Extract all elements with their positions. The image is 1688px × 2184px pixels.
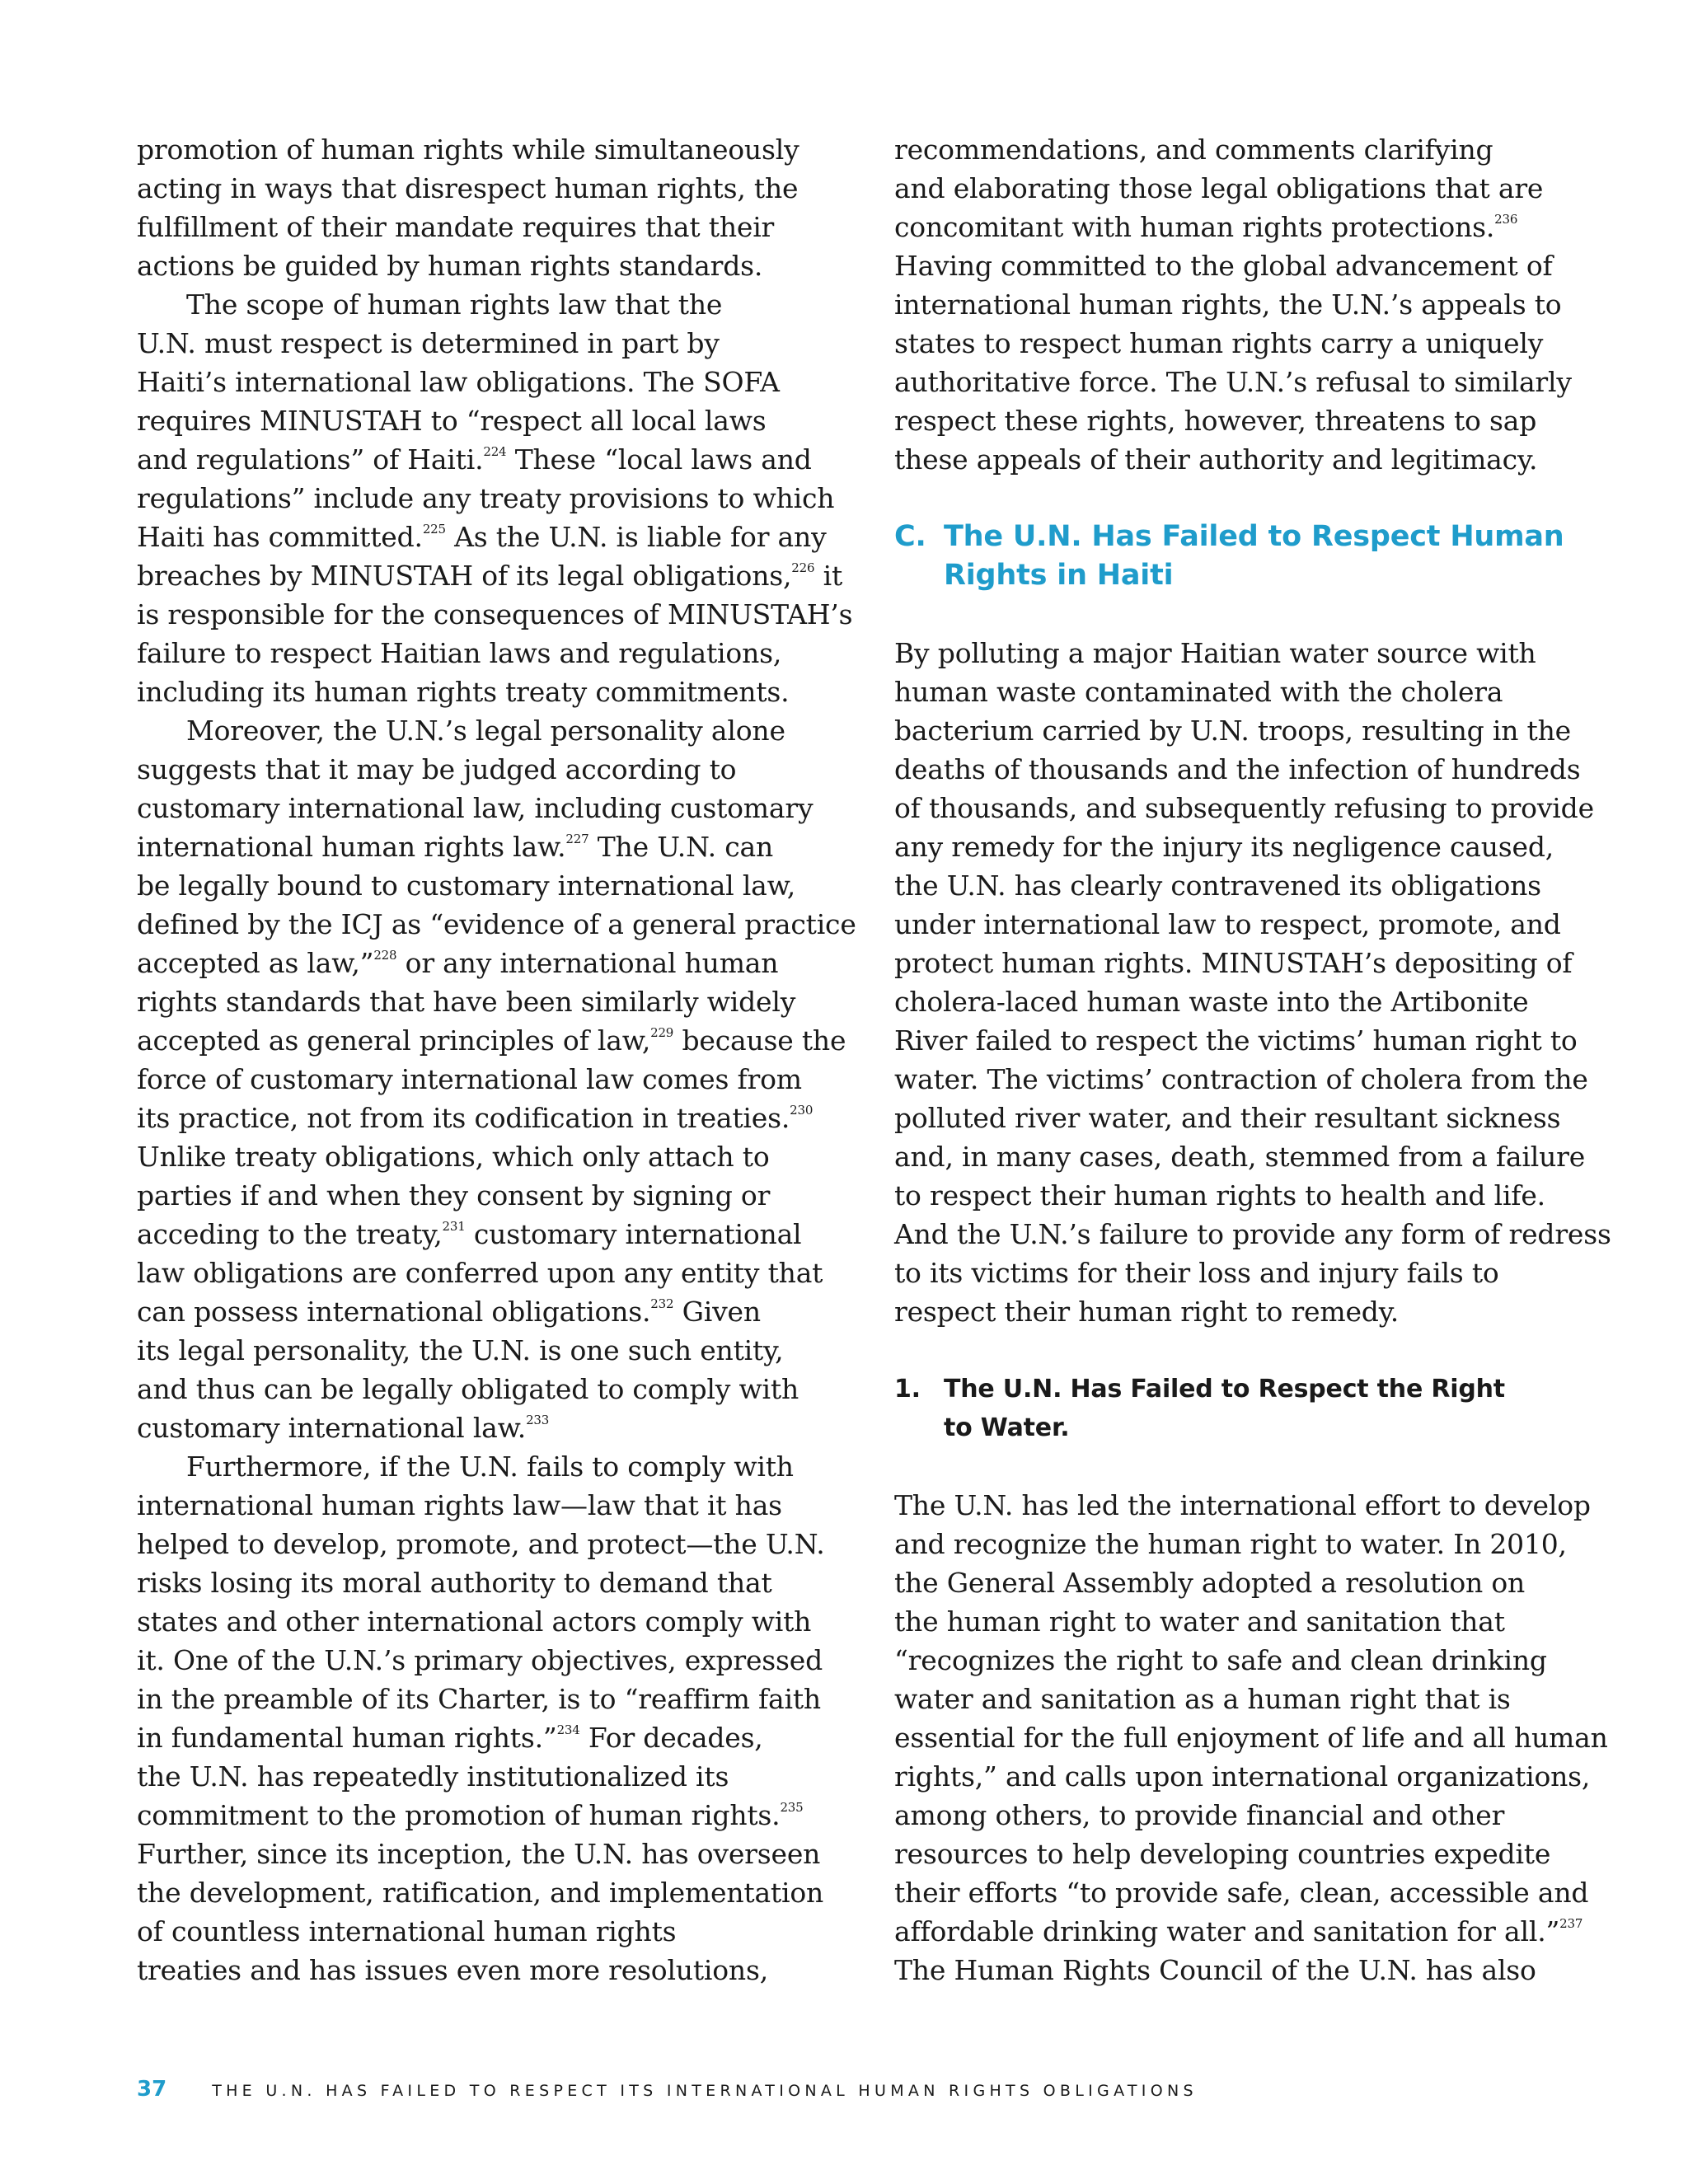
footnote-marker: 232 [650,1296,674,1311]
section-title-line-2: Rights in Haiti [944,559,1174,592]
text-line: acceding to the treaty,$^{231}$ customary international [137,1218,802,1250]
text-line: Haiti’s international law obligations. The SOFA [137,366,780,398]
footnote-marker: 229 [650,1025,674,1040]
text-line: the U.N. has repeatedly institutionalized its [137,1760,729,1793]
subsection-heading-1 [894,1370,1566,1447]
running-title: THE U.N. HAS FAILED TO RESPECT ITS INTERNATIONAL HUMAN RIGHTS OBLIGATIONS [212,2082,1198,2100]
text-line: essential for the full enjoyment of life and all human [894,1722,1608,1754]
text-line: water. The victims’ contraction of cholera from the [894,1063,1588,1095]
text-line: Moreover, the U.N.’s legal personality alone [186,715,785,747]
text-line: and elaborating those legal obligations that are [894,172,1544,204]
footnote-marker: 230 [790,1103,814,1118]
text-line: U.N. must respect is determined in part by [137,327,720,359]
right-column [894,130,1611,1990]
footnote-marker: 231 [442,1219,466,1234]
footnote-marker: 233 [526,1413,550,1427]
text-line: breaches by MINUSTAH of its legal obligations,$^{226}$ it [137,560,843,592]
text-line: can possess international obligations.$^{232}$ Given [137,1296,761,1328]
page-footer [137,2077,1198,2102]
text-line: the General Assembly adopted a resolution on [894,1567,1526,1599]
text-line: promotion of human rights while simultaneously [137,134,799,166]
text-line: in the preamble of its Charter, is to “reaffirm faith [137,1683,821,1715]
text-line: and regulations” of Haiti.$^{224}$ These “local laws and [137,443,812,476]
footnote-marker: 235 [780,1800,804,1815]
text-line: deaths of thousands and the infection of hundreds [894,753,1581,785]
text-line: Haiti has committed.$^{225}$ As the U.N. is liable for any [137,521,827,553]
text-line: international human rights law.$^{227}$ The U.N. can [137,831,774,863]
text-line: actions be guided by human rights standards. [137,250,763,282]
text-line: the human right to water and sanitation that [894,1605,1505,1638]
text-line: in fundamental human rights.”$^{234}$ For decades, [137,1722,763,1754]
text-line: suggests that it may be judged according to [137,753,737,785]
text-line: and thus can be legally obligated to comply with [137,1373,799,1405]
text-line: to respect their human rights to health and life. [894,1179,1545,1212]
text-line: The scope of human rights law that the [186,288,723,321]
text-line: “recognizes the right to safe and clean drinking [894,1644,1547,1676]
text-line: risks losing its moral authority to demand that [137,1567,772,1599]
text-line: its legal personality, the U.N. is one such entity, [137,1334,784,1366]
text-line: accepted as general principles of law,$^{229}$ because the [137,1024,846,1057]
text-line: among others, to provide financial and other [894,1799,1505,1831]
text-line: defined by the ICJ as “evidence of a general practice [137,908,856,940]
text-line: these appeals of their authority and legitimacy. [894,443,1538,476]
text-line: under international law to respect, promote, and [894,908,1561,940]
text-line: The Human Rights Council of the U.N. has also [894,1954,1536,1986]
text-line: requires MINUSTAH to “respect all local laws [137,405,767,437]
left-column [137,130,856,1990]
section-heading-c [894,518,1566,595]
text-line: and recognize the human right to water. In 2010, [894,1528,1567,1560]
text-line: be legally bound to customary international law, [137,869,796,902]
text-line: its practice, not from its codification in treaties.$^{230}$ [137,1102,814,1134]
text-line: the U.N. has clearly contravened its obligations [894,869,1541,902]
text-line: acting in ways that disrespect human rights, the [137,172,799,204]
footnote-marker: 227 [565,832,589,846]
text-line: Further, since its inception, the U.N. has overseen [137,1838,821,1870]
text-line: commitment to the promotion of human rights.$^{235}$ [137,1799,804,1831]
text-line: force of customary international law comes from [137,1063,802,1095]
text-line: By polluting a major Haitian water source with [894,637,1536,669]
text-line: Unlike treaty obligations, which only attach to [137,1141,770,1173]
footnote-marker: 237 [1559,1916,1583,1931]
text-line: authoritative force. The U.N.’s refusal to similarly [894,366,1572,398]
text-line: international human rights, the U.N.’s appeals to [894,288,1562,321]
text-line: cholera-laced human waste into the Artibonite [894,986,1529,1018]
text-line: treaties and has issues even more resolutions, [137,1954,769,1986]
text-line: human waste contaminated with the cholera [894,676,1503,708]
right-paragraph-3 [894,1486,1608,1990]
text-line: fulfillment of their mandate requires that their [137,211,775,243]
text-line: rights,” and calls upon international organizations, [894,1760,1591,1793]
right-paragraph-1 [894,130,1572,479]
text-line: parties if and when they consent by signing or [137,1179,771,1212]
text-line: their efforts “to provide safe, clean, accessible and [894,1877,1589,1909]
text-line: the development, ratification, and implementation [137,1877,824,1909]
text-line: respect these rights, however, threatens to sap [894,405,1537,437]
text-line: rights standards that have been similarly widely [137,986,796,1018]
subsection-title-line-1: The U.N. Has Failed to Respect the Right [944,1375,1505,1404]
text-line: bacterium carried by U.N. troops, resulting in the [894,715,1571,747]
text-line: polluted river water, and their resultant sickness [894,1102,1561,1134]
section-title-line-1: The U.N. Has Failed to Respect Human [944,520,1564,553]
page-number: 37 [137,2077,167,2102]
text-line: is responsible for the consequences of MINUSTAH’s [137,598,853,630]
text-line: any remedy for the injury its negligence caused, [894,831,1554,863]
text-line: And the U.N.’s failure to provide any form of redress [894,1218,1611,1250]
text-line: Furthermore, if the U.N. fails to comply with [186,1451,794,1483]
text-line: and, in many cases, death, stemmed from a failure [894,1141,1586,1173]
text-line: international human rights law—law that it has [137,1489,782,1521]
text-line: protect human rights. MINUSTAH’s depositing of [894,947,1573,979]
text-line: states to respect human rights carry a uniquely [894,327,1544,359]
text-line: customary international law.$^{233}$ [137,1412,550,1444]
text-line: customary international law, including customary [137,792,814,824]
text-line: of countless international human rights [137,1915,677,1947]
text-line: resources to help developing countries expedite [894,1838,1551,1870]
footnote-marker: 225 [422,522,446,537]
footnote-marker: 234 [556,1722,580,1737]
footnote-marker: 224 [483,444,507,459]
text-line: Having committed to the global advancement of [894,250,1553,282]
text-line: states and other international actors comply with [137,1605,812,1638]
subsection-title-line-2: to Water. [944,1413,1070,1442]
footnote-marker: 236 [1494,212,1518,227]
text-line: of thousands, and subsequently refusing to provide [894,792,1594,824]
text-line: concomitant with human rights protections.$^{236}$ [894,211,1518,243]
text-line: law obligations are conferred upon any entity that [137,1257,823,1289]
footnote-marker: 228 [373,948,397,963]
text-line: regulations” include any treaty provisions to which [137,482,835,514]
text-line: respect their human right to remedy. [894,1296,1400,1328]
text-line: The U.N. has led the international effort to develop [894,1489,1591,1521]
text-line: it. One of the U.N.’s primary objectives, expressed [137,1644,823,1676]
text-line: affordable drinking water and sanitation for all.”$^{237}$ [894,1915,1583,1947]
right-paragraph-2 [894,634,1611,1331]
text-line: to its victims for their loss and injury fails to [894,1257,1499,1289]
text-line: accepted as law,”$^{228}$ or any international human [137,947,779,979]
subsection-number: 1. [894,1375,921,1404]
text-line: helped to develop, promote, and protect—the U.N. [137,1528,825,1560]
text-line: water and sanitation as a human right that is [894,1683,1511,1715]
footnote-marker: 226 [791,560,815,575]
text-line: failure to respect Haitian laws and regulations, [137,637,782,669]
section-letter: C. [894,520,926,553]
text-line: including its human rights treaty commitments. [137,676,790,708]
text-line: recommendations, and comments clarifying [894,134,1493,166]
text-line: River failed to respect the victims’ human right to [894,1024,1578,1057]
